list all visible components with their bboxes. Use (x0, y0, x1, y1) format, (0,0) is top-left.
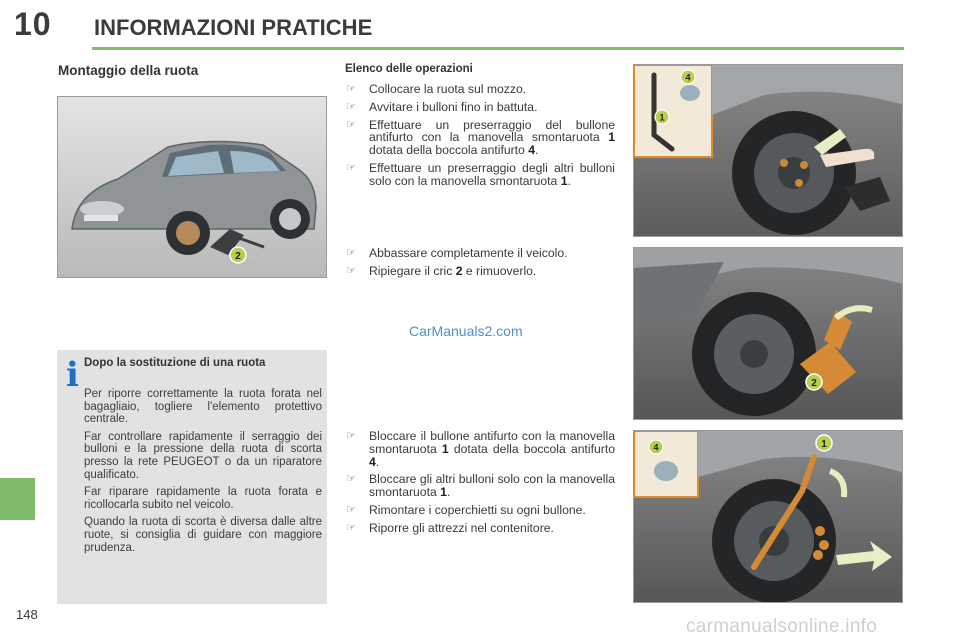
chapter-title: INFORMAZIONI PRATICHE (94, 15, 373, 40)
footer-watermark: carmanualsonline.info (686, 616, 878, 637)
step-text: e rimuoverlo. (462, 263, 537, 278)
label-4: 4 (685, 72, 691, 83)
watermark: CarManuals2.com (409, 323, 523, 339)
tightening-illustration (633, 430, 903, 603)
pointing-hand-icon: ☞ (346, 247, 356, 259)
step-text: Effettuare un preserraggio del bullone antifurto con la manovella smontaruota (369, 117, 615, 145)
operations-title: Elenco delle operazioni (345, 63, 473, 75)
step-text: . (375, 454, 380, 469)
step-text: dotata della boccola antifurto (448, 441, 615, 456)
operation-step (345, 83, 615, 96)
section-title: Montaggio della ruota (58, 63, 199, 78)
car-with-jack-illustration (57, 96, 327, 278)
step-text: Effettuare un preserraggio degli altri bulloni solo con la manovella smontaruota (369, 160, 615, 188)
info-paragraph: Per riporre correttamente la ruota forata nel bagagliaio, togliere l'elemento protettivo centrale. (84, 388, 322, 426)
label-1: 1 (821, 439, 827, 450)
step-text: Bloccare il bullone antifurto con la manovella smontaruota (369, 429, 615, 456)
jack-fold-illustration (633, 247, 903, 420)
operation-step (345, 119, 615, 157)
label-4: 4 (653, 442, 659, 453)
reference-number: 2 (455, 263, 463, 278)
pointing-hand-icon: ☞ (346, 100, 356, 113)
step-text: dotata della boccola antifurto (369, 143, 529, 158)
operation-step (345, 265, 615, 278)
pointing-hand-icon: ☞ (346, 503, 356, 516)
info-icon: i (66, 355, 79, 395)
operation-step (345, 101, 615, 114)
operation-step (345, 504, 615, 517)
header-rule (92, 47, 904, 50)
info-paragraph: Far controllare rapidamente il serraggio dei bulloni e la pressione della ruota di scorta presso la rete PEUGEOT o da un riparatore qualificato. (84, 430, 322, 481)
pointing-hand-icon: ☞ (346, 118, 356, 131)
reference-number: 1 (560, 173, 568, 188)
step-text: Ripiegare il cric (369, 263, 456, 278)
pointing-hand-icon: ☞ (346, 473, 356, 486)
info-box-paragraphs (84, 388, 322, 559)
reference-number: 4 (528, 143, 536, 158)
pointing-hand-icon: ☞ (346, 83, 356, 95)
step-text: Bloccare gli altri bulloni solo con la manovella smontaruota (369, 472, 615, 500)
operations-list-c (345, 430, 615, 540)
chapter-tab (0, 478, 35, 520)
label-2: 2 (811, 378, 817, 389)
info-box (57, 350, 327, 604)
step-text: Riporre gli attrezzi nel contenitore. (369, 520, 554, 535)
operation-step (345, 430, 615, 468)
info-box-title: Dopo la sostituzione di una ruota (84, 357, 266, 369)
step-text: . (446, 485, 451, 500)
operations-list-a (345, 83, 615, 193)
step-text: Avvitare i bulloni fino in battuta. (369, 99, 538, 114)
operation-step (345, 522, 615, 535)
operation-step (345, 162, 615, 188)
reference-number: 4 (369, 454, 376, 469)
label-2: 2 (235, 251, 241, 262)
reference-number: 1 (440, 485, 447, 500)
step-text: Rimontare i coperchietti su ogni bullone. (369, 502, 586, 517)
step-text: Abbassare completamente il veicolo. (369, 246, 568, 260)
info-paragraph: Quando la ruota di scorta è diversa dalle altre ruote, si consiglia di guidare con maggiore prudenza. (84, 516, 322, 554)
page-number: 148 (16, 607, 38, 622)
info-paragraph: Far riparare rapidamente la ruota forata e ricollocarla subito nel veicolo. (84, 486, 322, 511)
step-text: Collocare la ruota sul mozzo. (369, 82, 527, 96)
step-text: . (567, 173, 571, 188)
pointing-hand-icon: ☞ (346, 430, 356, 442)
pointing-hand-icon: ☞ (346, 161, 356, 174)
step-text: . (535, 143, 539, 158)
label-1: 1 (659, 112, 665, 123)
pointing-hand-icon: ☞ (346, 521, 356, 534)
reference-number: 1 (608, 130, 615, 145)
operation-step (345, 247, 615, 260)
chapter-number: 10 (14, 6, 52, 42)
preserrage-illustration (633, 64, 903, 237)
operation-step (345, 473, 615, 499)
pointing-hand-icon: ☞ (346, 264, 356, 277)
operations-list-b (345, 247, 615, 283)
reference-number: 1 (441, 441, 449, 456)
